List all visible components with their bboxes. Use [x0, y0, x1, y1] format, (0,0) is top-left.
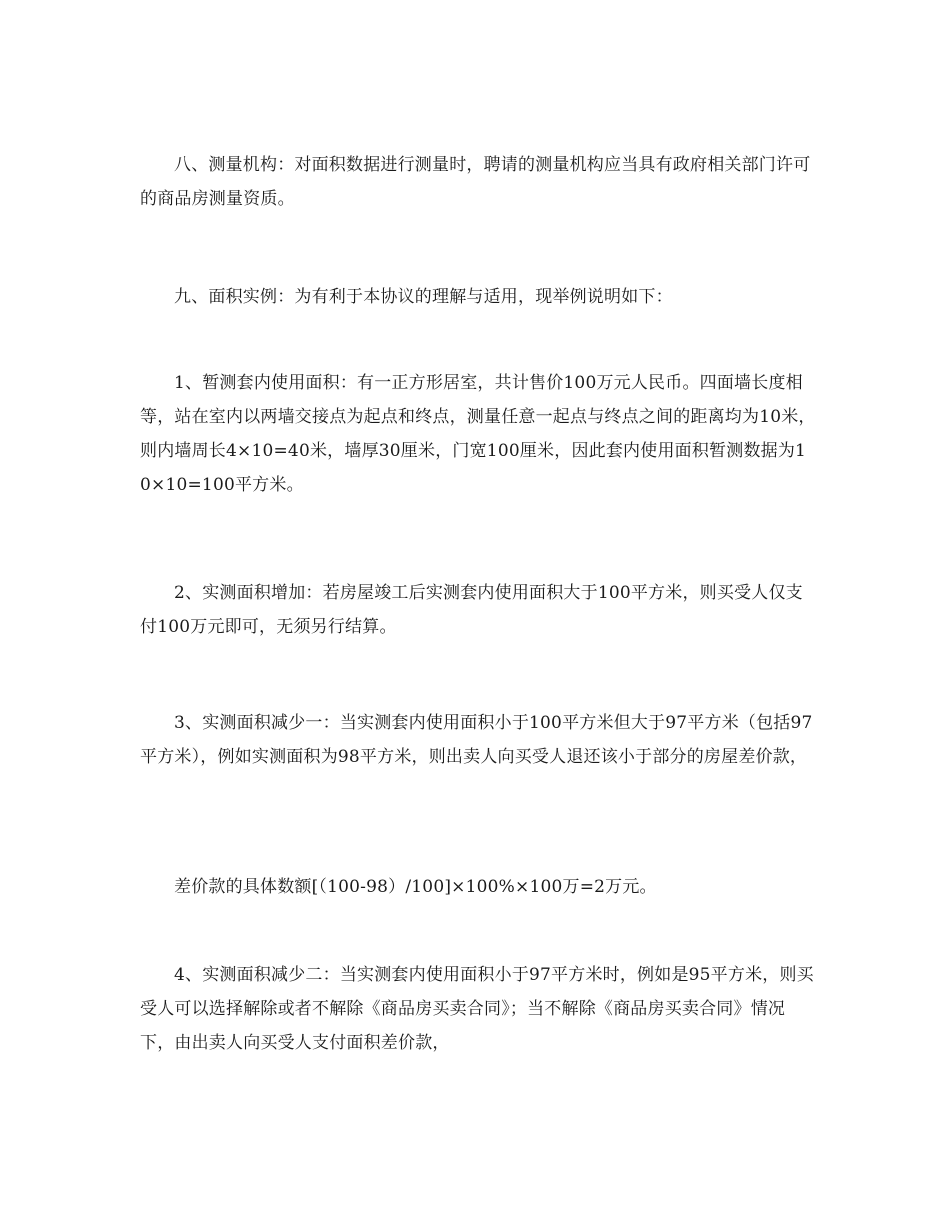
paragraph-area-examples-intro: 九、面积实例：为有利于本协议的理解与适用，现举例说明如下：	[174, 287, 673, 307]
paragraph-price-difference-formula: 差价款的具体数额[（100-98）/100]×100%×100万=2万元。	[174, 877, 657, 897]
paragraph-measurement-agency: 八、测量机构：对面积数据进行测量时，聘请的测量机构应当具有政府相关部门许可的商品房测量资质。	[140, 155, 811, 209]
paragraph-example-3: 3、实测面积减少一：当实测套内使用面积小于100平方米但大于97平方米（包括97平方米），例如实测面积为98平方米，则出卖人向买受人退还该小于部分的房屋差价款，	[140, 713, 813, 767]
paragraph-example-4: 4、实测面积减少二：当实测套内使用面积小于97平方米时，例如是95平方米，则买受人可以选择解除或者不解除《商品房买卖合同》；当不解除《商品房买卖合同》情况下，由出卖人向买受人支付面积差价款，	[140, 965, 814, 1053]
paragraph-example-1: 1、暂测套内使用面积：有一正方形居室，共计售价100万元人民币。四面墙长度相等，站在室内以两墙交接点为起点和终点，测量任意一起点与终点之间的距离均为10米，则内墙周长4×10=40米，墙厚30厘米，门宽100厘米，因此套内使用面积暂测数据为10×10=100平方米。	[140, 373, 816, 495]
paragraph-example-2: 2、实测面积增加：若房屋竣工后实测套内使用面积大于100平方米，则买受人仅支付100万元即可，无须另行结算。	[140, 583, 803, 637]
